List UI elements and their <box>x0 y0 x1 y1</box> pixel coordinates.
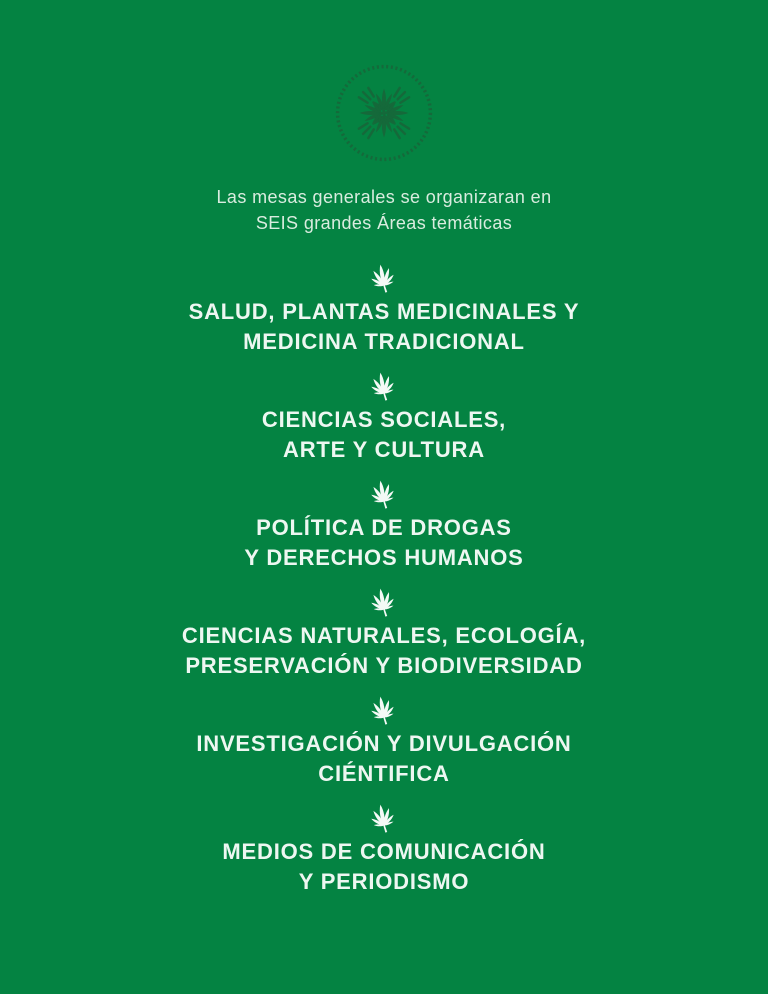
cannabis-leaf-icon <box>369 800 399 834</box>
section-title <box>189 297 580 357</box>
section-title-line: MEDICINA TRADICIONAL <box>243 329 525 354</box>
section-title <box>182 621 586 681</box>
cannabis-leaf-icon <box>369 368 399 402</box>
cannabis-leaf-icon <box>369 260 399 294</box>
section-title-line: CIENCIAS SOCIALES, <box>261 407 507 432</box>
thematic-area-medios <box>222 800 545 897</box>
thematic-areas-list <box>182 260 586 908</box>
intro-line: SEIS grandes Áreas temáticas <box>255 213 513 233</box>
section-title-line: SALUD, PLANTAS MEDICINALES Y <box>188 299 580 324</box>
intro-line: Las mesas generales se organizaran en <box>216 187 552 207</box>
section-title-line: INVESTIGACIÓN Y DIVULGACIÓN <box>196 731 572 756</box>
thematic-area-salud <box>189 260 580 357</box>
section-title-line: Y DERECHOS HUMANOS <box>244 545 524 570</box>
section-title-line: CIENCIAS NATURALES, ECOLOGÍA, <box>181 623 587 648</box>
section-title <box>196 729 571 789</box>
thematic-area-investigacion <box>196 692 571 789</box>
thematic-area-ciencias-naturales <box>182 584 586 681</box>
section-title <box>244 513 523 573</box>
cannabis-leaf-icon <box>369 476 399 510</box>
section-title-line: MEDIOS DE COMUNICACIÓN <box>222 839 546 864</box>
thematic-area-ciencias-sociales <box>262 368 506 465</box>
section-title-line: ARTE Y CULTURA <box>283 437 485 462</box>
intro-text <box>217 184 552 236</box>
cannabis-leaf-icon <box>369 692 399 726</box>
section-title-line: POLÍTICA DE DROGAS <box>256 515 512 540</box>
section-title <box>222 837 545 897</box>
section-title-line: CIÉNTIFICA <box>318 761 450 786</box>
cannabis-emblem-logo <box>333 62 435 164</box>
section-title-line: PRESERVACIÓN Y BIODIVERSIDAD <box>185 653 583 678</box>
section-title <box>262 405 506 465</box>
thematic-area-politica-de-drogas <box>244 476 523 573</box>
section-title-line: Y PERIODISMO <box>298 869 470 894</box>
cannabis-leaf-icon <box>369 584 399 618</box>
